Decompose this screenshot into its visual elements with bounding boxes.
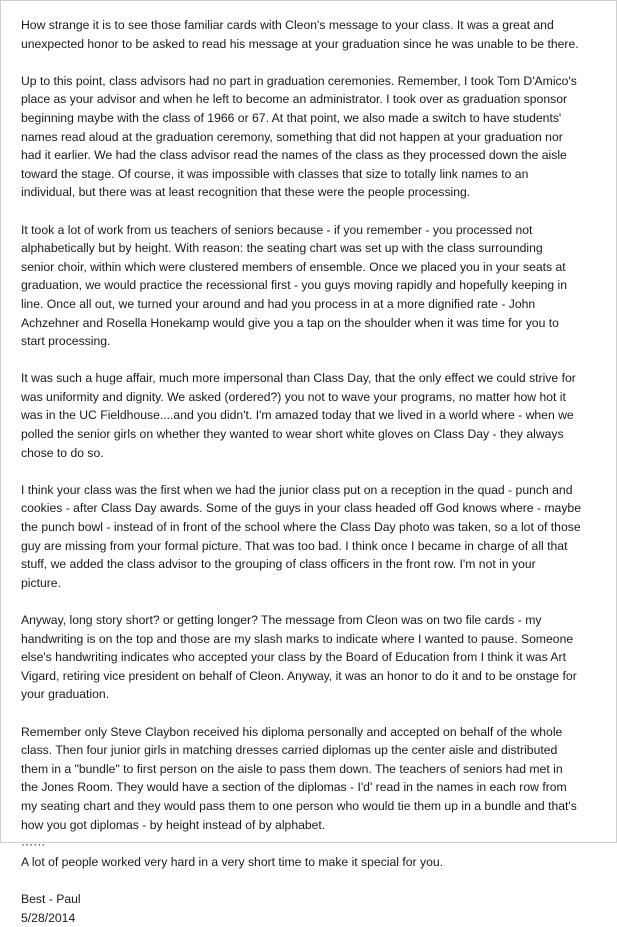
paragraph-line: how you got diplomas - by height instead of by alphabet. bbox=[21, 816, 606, 835]
paragraph-line: senior choir, within which were clustered members of ensemble. Once we placed you in your seats at bbox=[21, 258, 606, 277]
paragraph-line: start processing. bbox=[21, 332, 606, 351]
letter-paragraph bbox=[21, 16, 606, 53]
paragraph-line: your graduation. bbox=[21, 685, 606, 704]
paragraph-line: Achzehner and Rosella Honekamp would give you a tap on the shoulder when it was time for you to bbox=[21, 314, 606, 333]
paragraph-line: the punch bowl - instead of in front of the school where the Class Day photo was taken, so a lot of those bbox=[21, 518, 606, 537]
paragraph-line: them in a "bundle" to first person on the aisle to pass them down. The teachers of seniors had met in bbox=[21, 760, 606, 779]
paragraph-line: It took a lot of work from us teachers of seniors because - if you remember - you processed not bbox=[21, 221, 606, 240]
paragraph-line: names read aloud at the graduation ceremony, something that did not happen at your graduation nor bbox=[21, 128, 606, 147]
paragraph-line: Anyway, long story short? or getting longer? The message from Cleon was on two file cards - my bbox=[21, 611, 606, 630]
letter-paragraph bbox=[21, 369, 606, 462]
paragraph-line: Up to this point, class advisors had no part in graduation ceremonies. Remember, I took Tom D'Amico's bbox=[21, 72, 606, 91]
paragraph-line: polled the senior girls on whether they wanted to wear short white gloves on Class Day - they always bbox=[21, 425, 606, 444]
letter-paragraph bbox=[21, 221, 606, 351]
paragraph-line: was uniformity and dignity. We asked (ordered?) you not to wave your programs, no matter how hot it bbox=[21, 388, 606, 407]
paragraph-line: Remember only Steve Claybon received his diploma personally and accepted on behalf of the whole bbox=[21, 723, 606, 742]
paragraph-line: had it earlier. We had the class advisor read the names of the class as they processed down the aisle bbox=[21, 146, 606, 165]
paragraph-line: It was such a huge affair, much more impersonal than Class Day, that the only effect we could strive for bbox=[21, 369, 606, 388]
paragraph-line: Vigard, retiring vice president on behalf of Cleon. Anyway, it was an honor to do it and to be onstage for bbox=[21, 667, 606, 686]
paragraph-line: picture. bbox=[21, 574, 606, 593]
paragraph-line: handwriting is on the top and those are my slash marks to indicate where I wanted to pause. Someone bbox=[21, 630, 606, 649]
paragraph-line: else's handwriting indicates who accepted your class by the Board of Education from I think it was Art bbox=[21, 648, 606, 667]
paragraph-line: the Jones Room. They would have a section of the diplomas - I'd' read in the names in each row from bbox=[21, 778, 606, 797]
letter-body bbox=[21, 16, 606, 927]
paragraph-line: I think your class was the first when we had the junior class put on a reception in the quad - punch and bbox=[21, 481, 606, 500]
letter-date: 5/28/2014 bbox=[21, 909, 606, 927]
paragraph-line: How strange it is to see those familiar cards with Cleon's message to your class. It was a great and bbox=[21, 16, 606, 35]
paragraph-line: place as your advisor and when he left to become an administrator. I took over as graduation sponsor bbox=[21, 90, 606, 109]
paragraph-line: stuff, we added the class advisor to the grouping of class officers in the front row. I'm not in your bbox=[21, 555, 606, 574]
paragraph-line: alphabetically but by height. With reason: the seating chart was set up with the class surrounding bbox=[21, 239, 606, 258]
letter-paragraph bbox=[21, 853, 606, 872]
paragraph-line: cookies - after Class Day awards. Some of the guys in your class headed off God knows where - maybe bbox=[21, 499, 606, 518]
paragraph-line: line. Once all out, we turned your around and had you process in at a more dignified rate - John bbox=[21, 295, 606, 314]
letter-paragraph bbox=[21, 723, 606, 835]
paragraph-line: beginning maybe with the class of 1966 or 67. At that point, we also made a switch to have students' bbox=[21, 109, 606, 128]
closing-signature: Best - Paul bbox=[21, 890, 606, 909]
paragraph-line: toward the stage. Of course, it was impossible with classes that size to totally link names to an bbox=[21, 165, 606, 184]
paragraph-line: guy are missing from your formal picture. That was too bad. I think once I became in charge of all that bbox=[21, 537, 606, 556]
paragraph-line: was in the UC Fieldhouse....and you didn't. I'm amazed today that we lived in a world where - when we bbox=[21, 406, 606, 425]
letter-paragraph bbox=[21, 611, 606, 704]
letter-paragraph bbox=[21, 481, 606, 593]
letter-paragraph bbox=[21, 72, 606, 202]
paragraph-line: unexpected honor to be asked to read his message at your graduation since he was unable to be there. bbox=[21, 35, 606, 54]
cutoff-text-fragment: ······ bbox=[21, 835, 45, 854]
paragraph-line: my seating chart and they would pass them to one person who would tie them up in a bundle and that's bbox=[21, 797, 606, 816]
paragraph-line: individual, but there was at least recognition that these were the people processing. bbox=[21, 183, 606, 202]
paragraph-line: class. Then four junior girls in matching dresses carried diplomas up the center aisle and distributed bbox=[21, 741, 606, 760]
signoff-block bbox=[21, 890, 606, 927]
paragraph-line: graduation, we would practice the recessional first - you guys moving rapidly and hopefully keeping in bbox=[21, 276, 606, 295]
paragraph-line: A lot of people worked very hard in a very short time to make it special for you. bbox=[21, 853, 606, 872]
paragraph-line: chose to do so. bbox=[21, 444, 606, 463]
